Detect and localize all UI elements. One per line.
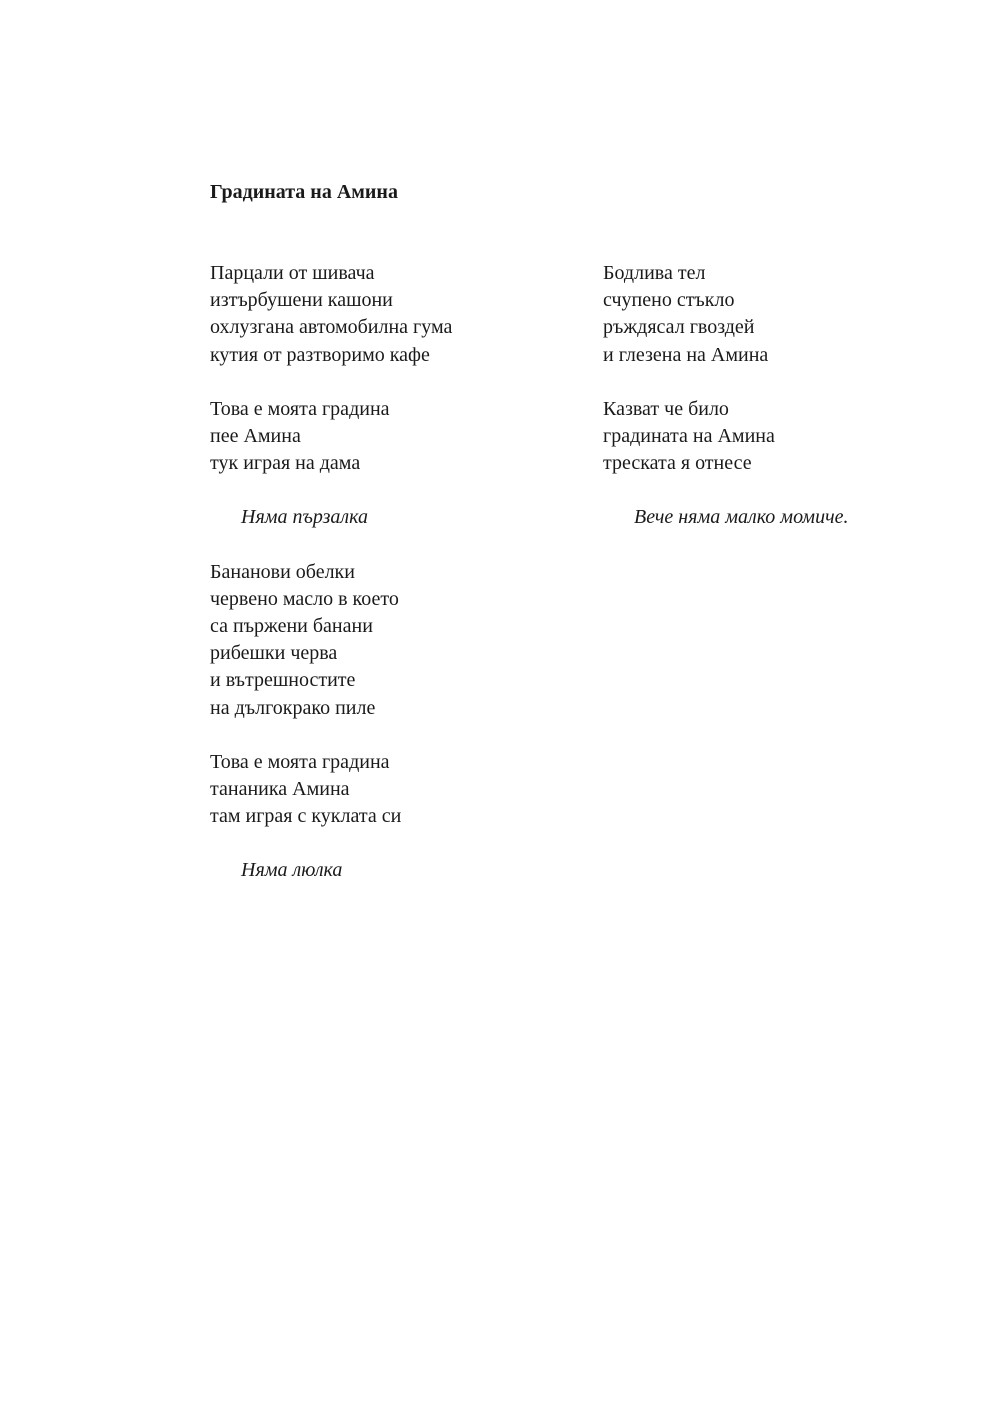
poem-line: Това е моята градина (210, 397, 390, 420)
poem-line: Това е моята градина (210, 750, 390, 773)
poem-line: и глезена на Амина (603, 343, 769, 366)
poem-line: Казват че било (603, 397, 729, 420)
refrain-line: Няма люлка (241, 859, 343, 882)
poem-line: треската я отнесе (603, 452, 752, 475)
refrain-line: Няма пързалка (241, 506, 369, 529)
poem-line: и вътрешностите (210, 669, 356, 692)
stanza (210, 559, 570, 722)
refrain-line: Вече няма малко момиче. (634, 506, 849, 529)
stanza (603, 396, 963, 478)
stanza (603, 260, 963, 369)
poem-line: са пържени банани (210, 615, 373, 638)
poem-title: Градината на Амина (210, 181, 398, 203)
poem-line: кутия от разтворимо кафе (210, 343, 430, 366)
poem-line: на дългокрако пиле (210, 696, 376, 719)
poem-right-column (603, 260, 963, 559)
poem-line: градината на Амина (603, 425, 775, 448)
poem-line: изтърбушени кашони (210, 289, 393, 312)
poem-left-column (210, 260, 570, 912)
poem-line: там играя с куклата си (210, 805, 402, 828)
stanza (210, 396, 570, 478)
poem-line: пее Амина (210, 425, 301, 448)
poem-line: Парцали от шивача (210, 262, 375, 284)
poem-line: рибешки черва (210, 642, 338, 665)
poem-line: счупено стъкло (603, 289, 735, 312)
poem-line: ръждясал гвоздей (603, 316, 755, 339)
stanza (210, 749, 570, 831)
stanza (210, 260, 570, 369)
poem-line: Бодлива тел (603, 262, 706, 284)
poem-line: охлузгана автомобилна гума (210, 316, 453, 339)
poem-line: червено масло в което (210, 587, 399, 610)
poem-line: тананика Амина (210, 778, 350, 801)
poem-line: тук играя на дама (210, 452, 361, 475)
poem-line: Бананови обелки (210, 560, 355, 583)
